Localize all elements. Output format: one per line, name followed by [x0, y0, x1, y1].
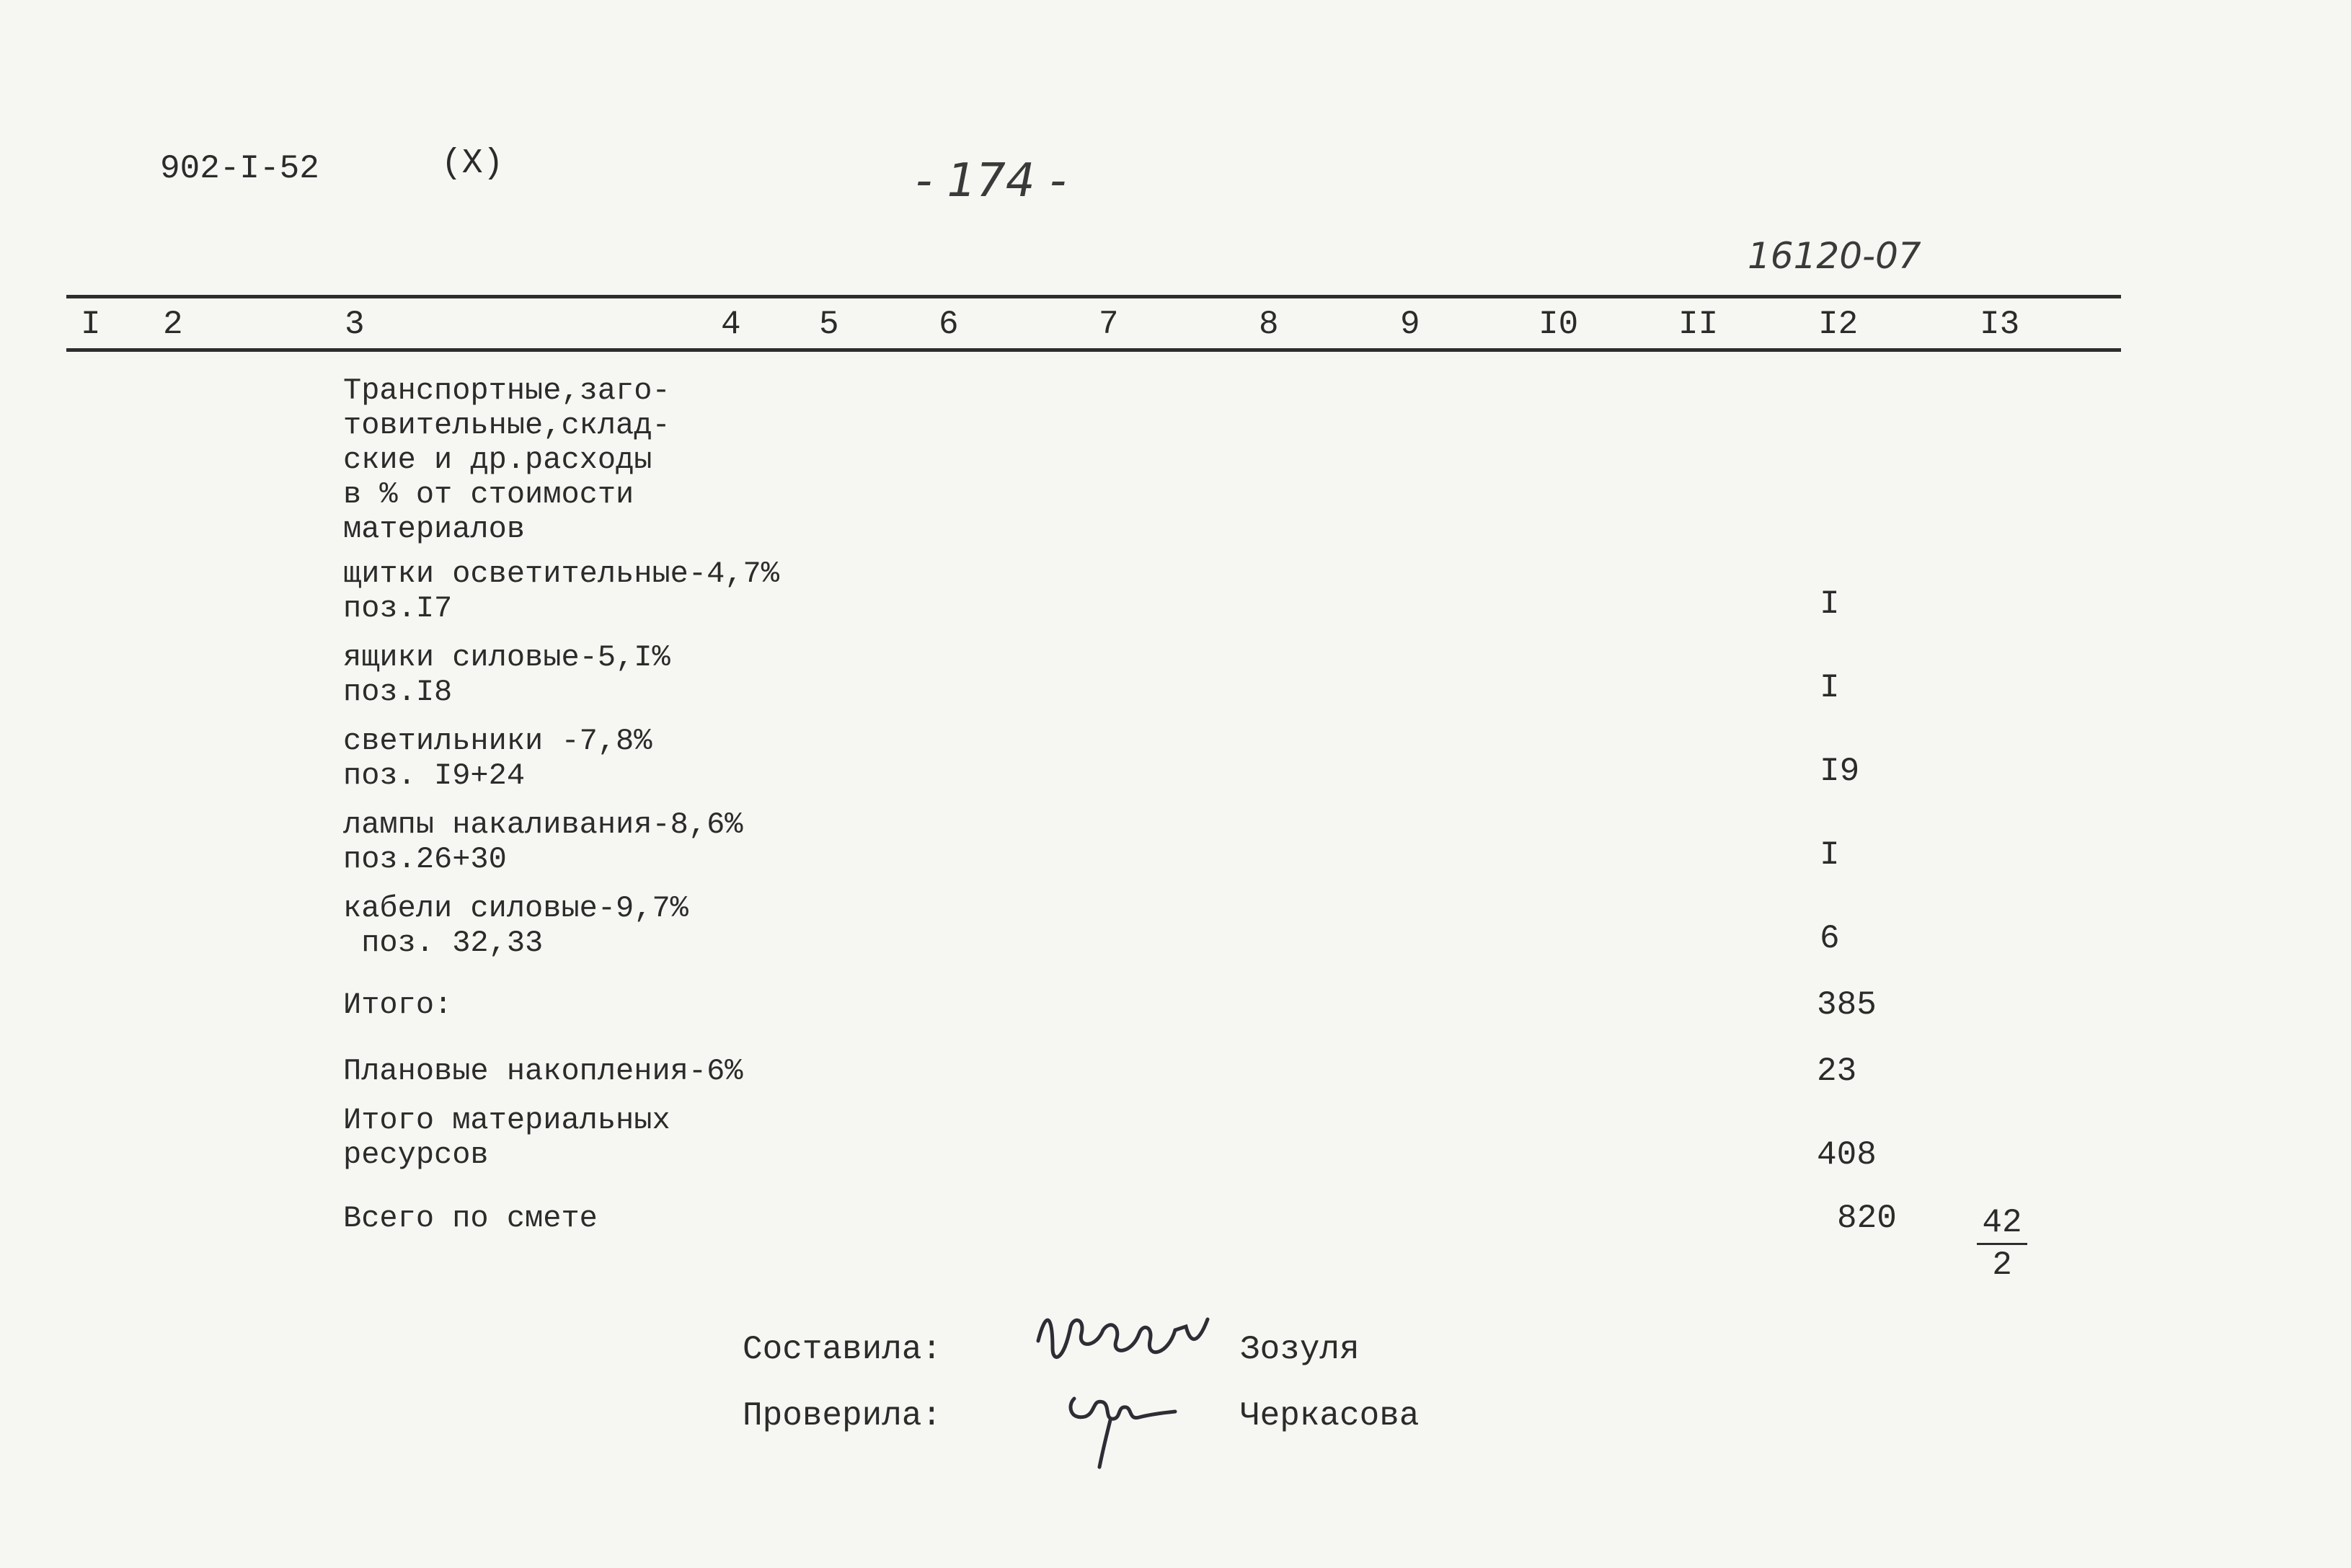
row-value-col12: I9: [1820, 753, 1860, 790]
row-description: щитки осветительные-4,7% поз.I7: [343, 557, 779, 626]
column-number: I3: [1980, 306, 2020, 343]
row-value-col12: 820: [1837, 1200, 1897, 1237]
row-value-col12: I: [1820, 836, 1840, 874]
row-description: Транспортные,заго- товительные,склад- ские и др.расходы в % от стоимости материалов: [343, 373, 670, 546]
handwritten-signature-1: [1031, 1298, 1233, 1384]
row-description: лампы накаливания-8,6% поз.26+30: [343, 807, 743, 877]
page-number: - 174 -: [916, 154, 1067, 208]
row-description: светильники -7,8% поз. I9+24: [343, 724, 652, 793]
column-number: II: [1678, 306, 1719, 343]
row-description: Плановые накопления-6%: [343, 1054, 743, 1089]
fraction-numerator: 42: [1977, 1202, 2027, 1245]
document-code: 902-I-52: [160, 150, 319, 187]
fraction-denominator: 2: [1992, 1246, 2012, 1284]
checked-by-name: Черкасова: [1240, 1397, 1420, 1435]
column-number: 2: [163, 306, 183, 343]
column-number: 5: [819, 306, 839, 343]
row-value-col12: I: [1820, 585, 1840, 623]
column-number: 7: [1099, 306, 1119, 343]
column-number: 6: [939, 306, 959, 343]
column-number: 3: [345, 306, 365, 343]
compiled-by-name: Зозуля: [1240, 1331, 1360, 1368]
row-value-col12: 408: [1817, 1136, 1877, 1174]
column-number: I0: [1538, 306, 1579, 343]
handwritten-signature-2: [1060, 1377, 1204, 1471]
checked-by-label: Проверила:: [743, 1397, 942, 1435]
column-number: I2: [1818, 306, 1859, 343]
row-value-col12: I: [1820, 669, 1840, 707]
row-description: ящики силовые-5,I% поз.I8: [343, 640, 670, 709]
table-top-rule: [66, 295, 2121, 298]
row-description: Всего по смете: [343, 1201, 598, 1236]
stamp-number: 16120-07: [1748, 235, 1921, 277]
row-description: Итого:: [343, 988, 453, 1022]
row-value-col12: 23: [1817, 1053, 1857, 1090]
compiled-by-label: Составила:: [743, 1331, 942, 1368]
row-value-col12: 6: [1820, 920, 1840, 957]
row-value-col12: 385: [1817, 986, 1877, 1024]
column-number: 8: [1259, 306, 1279, 343]
column-number: 9: [1400, 306, 1420, 343]
table-header-rule: [66, 348, 2121, 352]
row-description: Итого материальных ресурсов: [343, 1103, 670, 1172]
row-description: кабели силовые-9,7% поз. 32,33: [343, 891, 689, 960]
document-marker: (X): [441, 144, 504, 183]
total-col13-fraction: [1977, 1202, 2027, 1285]
column-number: 4: [721, 306, 741, 343]
column-number: I: [81, 306, 101, 343]
